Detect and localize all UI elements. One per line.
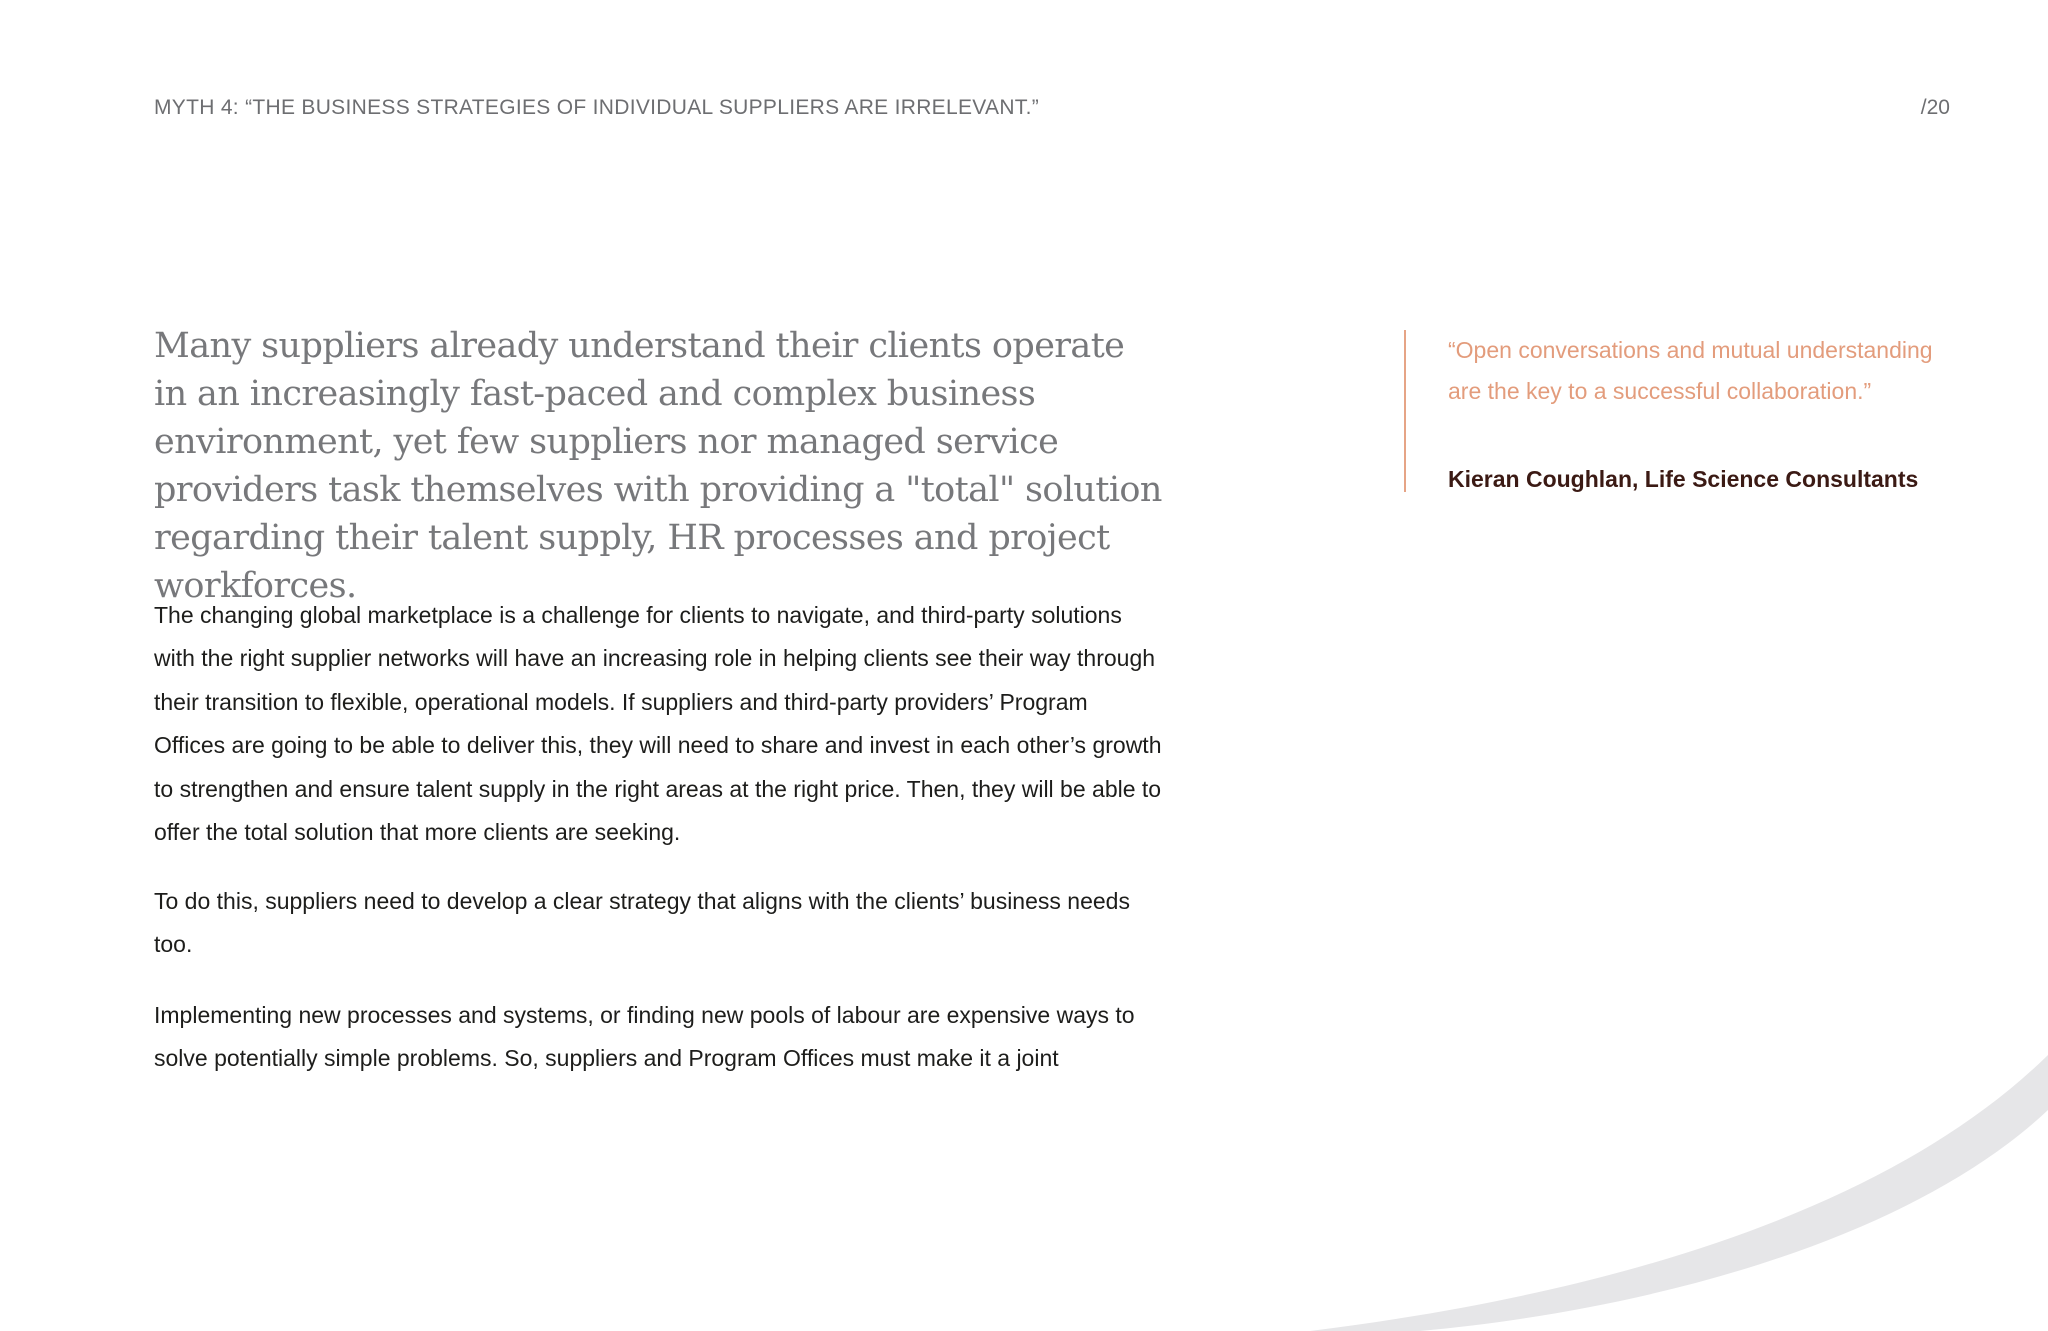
swoosh-shape bbox=[1310, 1055, 2048, 1331]
page-number: /20 bbox=[1920, 96, 1950, 119]
lead-paragraph: Many suppliers already understand their clients operate in an increasingly fast-paced and complex business environment, yet few suppliers nor managed service providers task themselves with providing a "total" solution regarding their talent supply, HR processes and project workforces. bbox=[154, 326, 1162, 606]
pull-quote bbox=[1404, 330, 1966, 492]
pull-quote-text: “Open conversations and mutual understanding are the key to a successful collaboration.” bbox=[1448, 337, 1933, 404]
page-header-title: MYTH 4: “THE BUSINESS STRATEGIES OF INDIVIDUAL SUPPLIERS ARE IRRELEVANT.” bbox=[154, 96, 1040, 119]
body-paragraph-3: Implementing new processes and systems, or finding new pools of labour are expensive ways to solve potentially simple problems. So, suppliers and Program Offices must make it a joint bbox=[154, 1002, 1135, 1072]
body-paragraph-2: To do this, suppliers need to develop a clear strategy that aligns with the clients’ business needs too. bbox=[154, 888, 1130, 958]
pull-quote-author: Kieran Coughlan, Life Science Consultants bbox=[1448, 466, 1919, 492]
body-paragraph-1: The changing global marketplace is a challenge for clients to navigate, and third-party solutions with the right supplier networks will have an increasing role in helping clients see their way through their transition to flexible, operational models. If suppliers and third-party providers’ Program Offices are going to be able to deliver this, they will need to share and invest in each other’s growth to strengthen and ensure talent supply in the right areas at the right price. Then, they will be able to offer the total solution that more clients are seeking. bbox=[154, 602, 1162, 846]
